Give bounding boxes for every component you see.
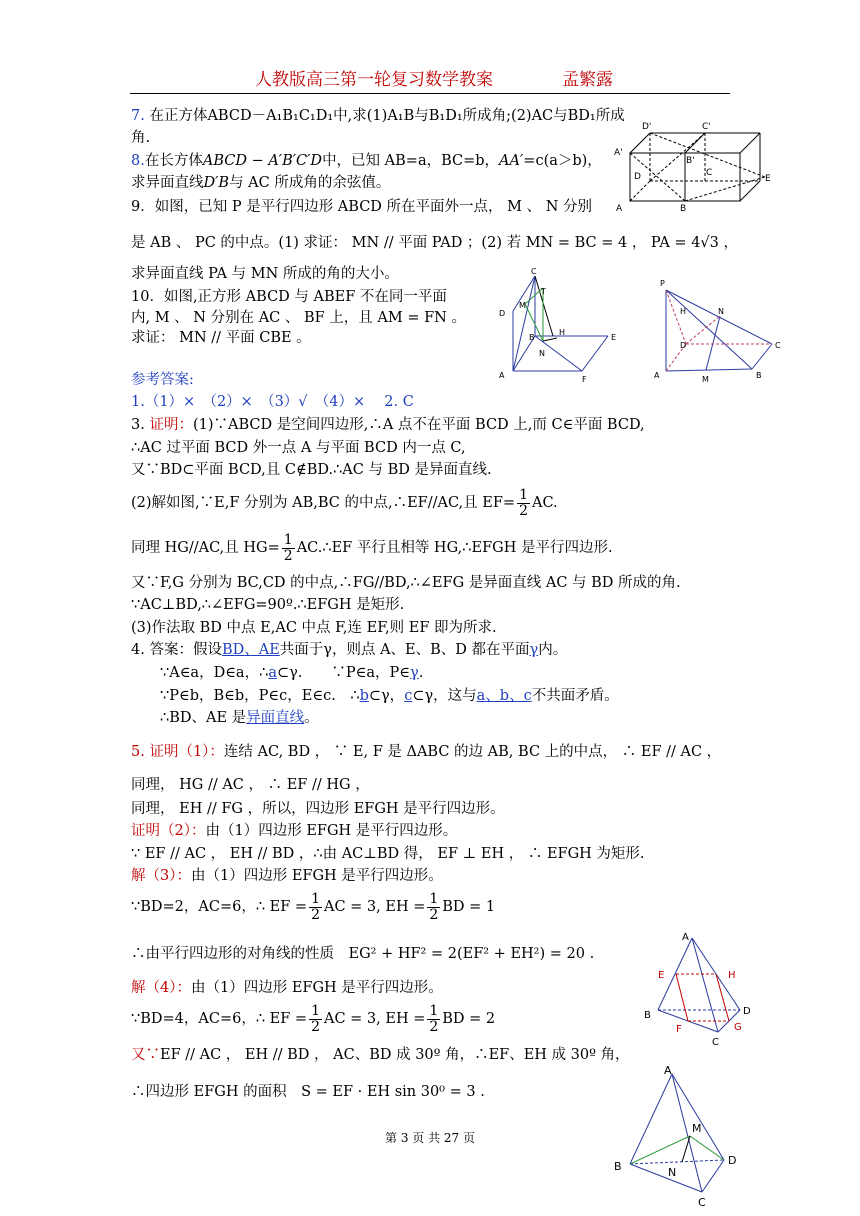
- label-B: B: [614, 1160, 622, 1173]
- label-B: B: [529, 333, 535, 342]
- label-E: E: [765, 174, 771, 184]
- figure-square-plane: [495, 266, 635, 388]
- page-header: [130, 63, 730, 94]
- answer-5-line5: ∵ EF // AC ， EH // BD ，∴由 AC⊥BD 得， EF ⊥ EH ， ∴ EFGH 为矩形.: [131, 846, 645, 862]
- label-A: A: [682, 932, 689, 943]
- label-B: B: [756, 371, 762, 380]
- fraction-half: $\frac{1}{2}$: [283, 531, 293, 564]
- answer-5-line12: ∴四边形 EFGH 的面积 S = EF · EH sin 30⁰ = 3 .: [131, 1084, 485, 1100]
- answer-5-line10: ∵BD=4，AC=6，∴ EF = $\frac{1}{2}$ AC = 3, EH = $\frac{1}{2}$ BD = 2: [131, 1002, 496, 1035]
- label-A-prime: A': [614, 148, 623, 158]
- problem-8-line2: 求异面直线D′B与 AC 所成角的余弦值。: [131, 175, 391, 191]
- label-D: D: [634, 172, 641, 182]
- fraction-half: $\frac{1}{2}$: [429, 890, 439, 923]
- label-B-prime: B': [686, 156, 695, 166]
- problem-7-line2: 角.: [131, 130, 151, 146]
- answer-5-line6: 解（3）：由（1）四边形 EFGH 是平行四边形。: [131, 868, 443, 884]
- problem-7-line1: 7. 在正方体ABCD－A₁B₁C₁D₁中,求(1)A₁B与B₁D₁所成角;(2)AC与BD₁所成: [131, 108, 625, 124]
- label-D: D: [499, 309, 506, 318]
- link-bd-ae[interactable]: BD、AE: [221, 642, 280, 658]
- answer-5-line11: 又∵EF // AC ， EH // BD ， AC、BD 成 30º 角，∴EF、EH 成 30º 角，: [131, 1047, 630, 1063]
- problem-9-line3: 求异面直线 PA 与 MN 所成的角的大小。: [131, 266, 399, 282]
- answer-5-line1: 5. 证明（1）：连结 AC, BD ， ∵ E, F 是 ΔABC 的边 AB, BC 上的中点， ∴ EF // AC ，: [131, 744, 722, 760]
- fraction-half: $\frac{1}{2}$: [519, 486, 528, 519]
- label-G: G: [734, 1022, 742, 1033]
- label-N: N: [539, 349, 545, 358]
- label-D: D: [680, 341, 687, 350]
- label-A: A: [499, 371, 505, 380]
- label-E: E: [658, 970, 665, 981]
- answer-3-line5: 同理 HG//AC,且 HG= $\frac{1}{2}$ AC.∴EF 平行且相等 HG,∴EFGH 是平行四边形.: [131, 531, 613, 564]
- label-M: M: [702, 375, 709, 384]
- page-footer: 第 3 页 共 27 页: [385, 1131, 475, 1145]
- problem-10-line3: 求证： MN // 平面 CBE 。: [131, 330, 311, 346]
- link-b[interactable]: b: [359, 688, 369, 704]
- header-author: 孟繁露: [562, 70, 613, 90]
- fraction-half: $\frac{1}{2}$: [311, 890, 320, 923]
- answer-5-line7: ∵BD=2，AC=6，∴ EF = $\frac{1}{2}$ AC = 3, EH = $\frac{1}{2}$ BD = 1: [131, 890, 496, 923]
- link-c[interactable]: c: [404, 688, 413, 704]
- answers-heading: 参考答案:: [131, 372, 194, 388]
- label-C-prime: C': [702, 122, 711, 132]
- figure-tetrahedron-efgh: [640, 928, 760, 1048]
- label-A: A: [654, 371, 660, 380]
- answer-5-line3: 同理， EH // FG ，所以，四边形 EFGH 是平行四边形。: [131, 801, 505, 817]
- label-C: C: [706, 168, 713, 178]
- answer-3-line7: ∵AC⊥BD,∴∠EFG=90º.∴EFGH 是矩形.: [131, 597, 405, 613]
- link-skew-lines[interactable]: 异面直线: [246, 710, 305, 726]
- label-C: C: [775, 341, 781, 350]
- label-C: C: [531, 267, 537, 276]
- label-B: B: [644, 1010, 651, 1021]
- figure-cube: [610, 115, 780, 215]
- label-C: C: [712, 1037, 719, 1048]
- label-F: F: [582, 375, 587, 384]
- label-N: N: [718, 307, 724, 316]
- label-D-prime: D': [642, 122, 652, 132]
- label-H: H: [728, 970, 736, 981]
- answer-5-line8: ∴由平行四边形的对角线的性质 EG² + HF² = 2(EF² + EH²) = 20 .: [131, 946, 595, 962]
- figure-pyramid: [652, 276, 792, 386]
- answer-1-2: 1.（1）× （2）× （3）√ （4）× 2. C: [131, 394, 414, 410]
- answer-4-line4: ∴BD、AE 是异面直线。: [160, 710, 319, 726]
- answer-5-line2: 同理， HG // AC ， ∴ EF // HG ，: [131, 777, 370, 793]
- label-D: D: [743, 1006, 751, 1017]
- label-P: P: [660, 279, 665, 288]
- label-E: E: [611, 333, 617, 342]
- answer-5-line9: 解（4）：由（1）四边形 EFGH 是平行四边形。: [131, 980, 443, 996]
- fraction-half: $\frac{1}{2}$: [429, 1002, 439, 1035]
- label-A: A: [616, 204, 623, 214]
- label-M: M: [519, 301, 526, 310]
- answer-4-line3: ∵P∈b，B∈b，P∈c，E∈c. ∴b⊂γ，c⊂γ，这与a、b、c不共面矛盾。: [160, 688, 619, 704]
- answer-5-line4: 证明（2）：由（1）四边形 EFGH 是平行四边形。: [131, 823, 458, 839]
- answer-4-line1: 4. 答案：假设BD、AE共面于γ，则点 A、E、B、D 都在平面γ内。: [131, 642, 568, 658]
- figure-tetrahedron-mn: [612, 1064, 752, 1209]
- answer-3-line6: 又∵F,G 分别为 BC,CD 的中点,∴FG//BD,∴∠EFG 是异面直线 AC 与 BD 所成的角.: [131, 575, 681, 591]
- answer-3-line2: ∴AC 过平面 BCD 外一点 A 与平面 BCD 内一点 C,: [131, 440, 466, 456]
- label-H: H: [559, 328, 566, 337]
- answer-3-line1: 3. 证明：(1)∵ABCD 是空间四边形,∴A 点不在平面 BCD 上,而 C∈平面 BCD,: [131, 417, 645, 433]
- label-T: T: [541, 287, 546, 296]
- problem-9-line1: 9．如图，已知 P 是平行四边形 ABCD 所在平面外一点， M 、 N 分别: [131, 199, 593, 215]
- label-M: M: [692, 1122, 702, 1135]
- problem-9-line2: 是 AB 、 PC 的中点。(1) 求证： MN // 平面 PAD ；(2) 若 MN = BC = 4 ， PA = 4√3 ，: [131, 235, 738, 251]
- label-B: B: [680, 204, 687, 214]
- problem-10-line1: 10．如图,正方形 ABCD 与 ABEF 不在同一平面: [131, 289, 447, 305]
- header-title: 人教版高三第一轮复习数学教案: [255, 70, 493, 90]
- answer-4-line2: ∵A∈a，D∈a，∴a⊂γ. ∵P∈a，P∈γ.: [160, 665, 424, 681]
- label-N: N: [668, 1166, 677, 1179]
- link-a[interactable]: a: [268, 665, 277, 681]
- answer-3-line8: (3)作法取 BD 中点 E,AC 中点 F,连 EF,则 EF 即为所求.: [131, 620, 497, 636]
- link-gamma-2[interactable]: γ: [410, 665, 419, 681]
- link-gamma[interactable]: γ: [529, 642, 539, 658]
- problem-8-line1: 8.在长方体ABCD − A′B′C′D中，已知 AB=a，BC=b，AA′=c(a＞b)，: [131, 153, 602, 169]
- fraction-half: $\frac{1}{2}$: [311, 1002, 320, 1035]
- answer-3-line3: 又∵BD⊂平面 BCD,且 C∉BD.∴AC 与 BD 是异面直线.: [131, 462, 492, 478]
- label-C: C: [698, 1196, 706, 1209]
- answer-3-line4: (2)解如图,∵E,F 分别为 AB,BC 的中点,∴EF//AC,且 EF= $\frac{1}{2}$ AC.: [131, 486, 558, 519]
- label-H: H: [680, 307, 687, 316]
- label-F: F: [676, 1024, 682, 1035]
- problem-10-line2: 内, M 、 N 分别在 AC 、 BF 上，且 AM = FN 。: [131, 310, 466, 326]
- label-A: A: [664, 1064, 672, 1077]
- link-abc[interactable]: a、b、c: [476, 688, 532, 704]
- label-D: D: [728, 1154, 737, 1167]
